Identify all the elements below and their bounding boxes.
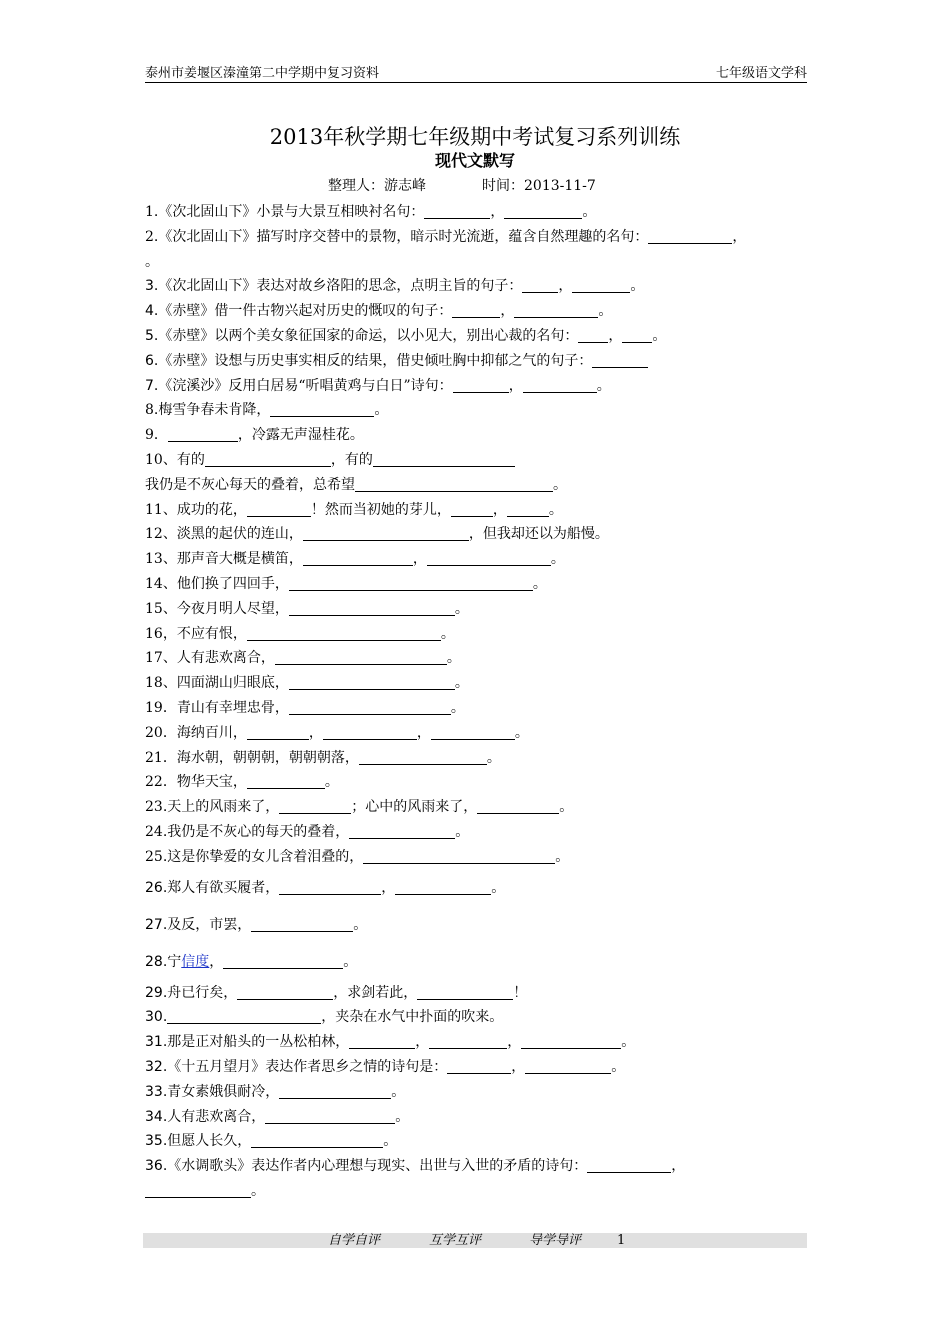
question-line: 7.《浣溪沙》反用白居易“听唱黄鸡与白日”诗句： ， 。 (145, 377, 611, 394)
question-line: 28.宁信度， 。 (145, 953, 358, 970)
footer-peer-study: 互学互评 (429, 1233, 482, 1248)
question-line: 31.那是正对船头的一丛松柏林， ， ， 。 (145, 1034, 636, 1051)
page-header (145, 66, 807, 83)
header-subject: 七年级语文学科 (715, 66, 807, 81)
footer-self-study: 自学自评 (328, 1233, 381, 1248)
question-line: 8.梅雪争春未肯降， 。 (145, 402, 389, 419)
question-line: 13、那声音大概是横笛， ， 。 (145, 551, 565, 568)
question-line: 22．物华天宝， 。 (145, 774, 339, 791)
document-title: 2013年秋学期七年级期中考试复习系列训练 (269, 125, 681, 149)
question-line: 12、淡黑的起伏的连山， ，但我却还以为船慢。 (145, 526, 609, 543)
question-line: 33.青女素娥俱耐冷， 。 (145, 1083, 406, 1100)
question-line: 11、成功的花， ！然而当初她的芽儿， ， 。 (145, 501, 563, 518)
question-line: 25.这是你挚爱的女儿含着泪叠的， 。 (145, 848, 570, 865)
question-line: 5.《赤壁》以两个美女象征国家的命运，以小见大，别出心裁的名句： ， 。 (145, 327, 667, 344)
question-line: 1.《次北固山下》小景与大景互相映衬名句： ， 。 (145, 204, 597, 220)
question-line: 32.《十五月望月》表达作者思乡之情的诗句是： ， 。 (145, 1058, 626, 1075)
question-line: 14、他们换了四回手， 。 (145, 575, 547, 592)
question-line: 23.天上的风雨来了， ；心中的风雨来了， 。 (145, 799, 574, 816)
question-line: 24.我仍是不灰心的每天的叠着， 。 (145, 823, 470, 840)
question-line: 。 (145, 1179, 810, 1204)
question-line: 36.《水调歌头》表达作者内心理想与现实、出世与入世的矛盾的诗句： ， (145, 1158, 686, 1175)
question-line: 3.《次北固山下》表达对故乡洛阳的思念，点明主旨的句子： ， 。 (145, 278, 645, 295)
question-line: 9． ，冷露无声湿桂花。 (145, 427, 364, 444)
question-line: 15、今夜月明人尽望， 。 (145, 600, 469, 617)
question-list (145, 200, 810, 1204)
link-xindu[interactable]: 信度 (181, 953, 210, 970)
question-line: 30. ，夹杂在水气中扑面的吹来。 (145, 1009, 504, 1026)
question-line: 2.《次北固山下》描写时序交替中的景物，暗示时光流逝，蕴含自然理趣的名句： ， (145, 228, 747, 245)
question-line: 4.《赤壁》借一件古物兴起对历史的慨叹的句子： ， 。 (145, 303, 613, 320)
byline (328, 176, 596, 196)
question-line: 19．青山有幸埋忠骨， 。 (145, 699, 465, 716)
question-line: 27.及反，市罢， 。 (145, 916, 368, 933)
footer-guided-study: 导学导评 (529, 1233, 582, 1248)
question-line: 17、人有悲欢离合， 。 (145, 650, 461, 667)
question-line: 20．海纳百川， ， ， 。 (145, 724, 529, 741)
question-line: 21．海水朝，朝朝朝，朝朝朝落， 。 (145, 749, 501, 766)
question-line: 29.舟已行矣， ，求剑若此， ！ (145, 984, 528, 1001)
question-line: 我仍是不灰心每天的叠着，总希望 。 (145, 476, 567, 493)
author: 整理人：游志峰 (328, 178, 426, 194)
question-line: 16，不应有恨， 。 (145, 625, 455, 642)
question-line: 26.郑人有欲买履者， ， 。 (145, 879, 506, 896)
question-line: 10、有的 ，有的 (145, 448, 810, 473)
question-line: 。 (145, 253, 159, 270)
date: 时间：2013-11-7 (482, 178, 596, 194)
document-subtitle: 现代文默写 (434, 151, 515, 170)
page-footer (143, 1233, 807, 1248)
question-line: 35.但愿人长久， 。 (145, 1133, 398, 1150)
question-line: 18、四面湖山归眼底， 。 (145, 675, 469, 692)
question-line: 6.《赤壁》设想与历史事实相反的结果，借史倾吐胸中抑郁之气的句子： (145, 349, 810, 374)
page-number: 1 (617, 1233, 626, 1248)
question-line: 34.人有悲欢离合， 。 (145, 1108, 410, 1125)
header-school: 泰州市姜堰区溱潼第二中学期中复习资料 (145, 66, 380, 81)
